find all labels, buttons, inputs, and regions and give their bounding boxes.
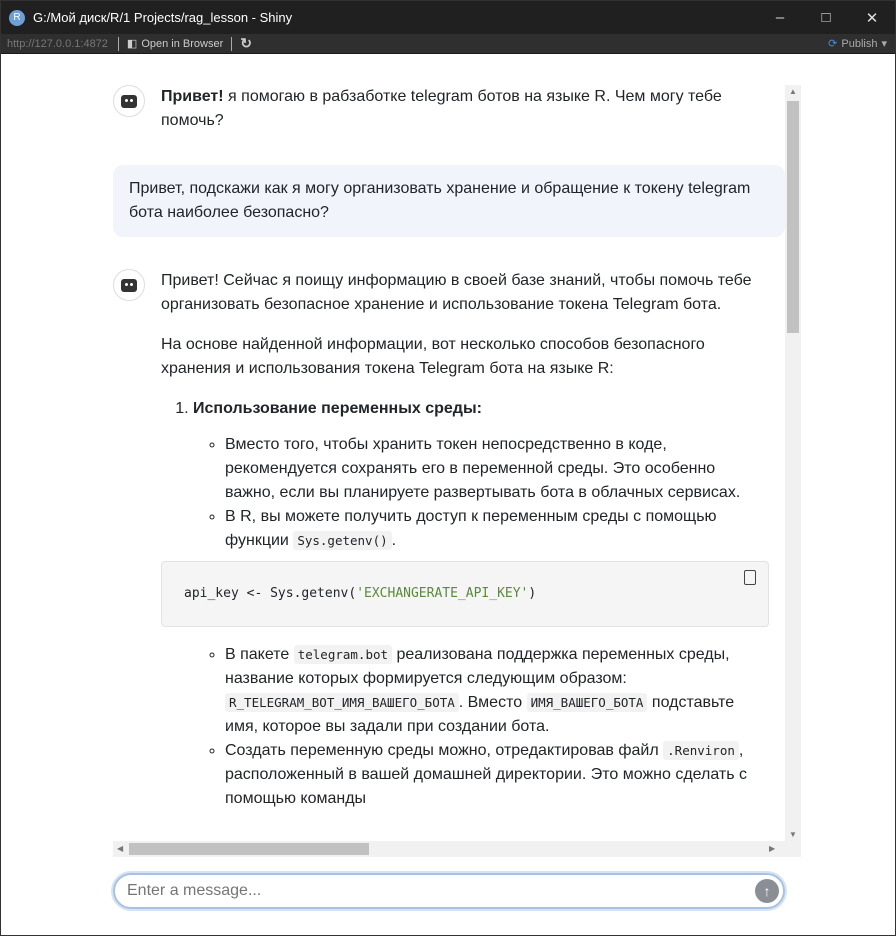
- message-paragraph: Привет! Сейчас я поищу информацию в своей базе знаний, чтобы помочь тебе организовать безопасное хранение и использование токена Telegram бота.: [161, 272, 752, 313]
- code-text: api_key <- Sys.getenv(: [184, 586, 357, 601]
- numbered-list: [161, 397, 769, 811]
- text: Создать переменную среды можно, отредактировав файл: [225, 742, 664, 759]
- bullet-list: [193, 433, 769, 553]
- inline-code: Sys.getenv(): [293, 531, 391, 550]
- viewer-toolbar: [1, 34, 895, 54]
- close-icon[interactable]: ✕: [865, 9, 879, 27]
- divider: [118, 37, 119, 51]
- text: реализована поддержка переменных среды, название которых формируется следующим образом:: [225, 646, 730, 687]
- assistant-message: [113, 269, 785, 811]
- open-in-browser-label: Open in Browser: [141, 37, 224, 50]
- minimize-icon[interactable]: –: [775, 8, 785, 26]
- list-item: [225, 505, 769, 553]
- scroll-thumb[interactable]: [129, 843, 369, 855]
- assistant-message: [113, 85, 785, 133]
- inline-code: ИМЯ_ВАШЕГО_БОТА: [527, 693, 648, 712]
- divider: [231, 37, 232, 51]
- code-block: [161, 561, 769, 627]
- browser-icon: ◧: [126, 38, 138, 50]
- bullet-list: [193, 643, 769, 811]
- scroll-thumb[interactable]: [787, 101, 799, 333]
- code-text: ): [528, 586, 537, 601]
- message-paragraph: На основе найденной информации, вот несколько способов безопасного хранения и использования токена Telegram бота на языке R:: [161, 336, 705, 377]
- url-label: http://127.0.0.1:4872: [7, 37, 108, 50]
- copy-icon[interactable]: [744, 570, 756, 585]
- text: В пакете: [225, 646, 294, 663]
- send-button[interactable]: [755, 879, 779, 903]
- inline-code: R_TELEGRAM_BOT_ИМЯ_ВАШЕГО_БОТА: [225, 693, 459, 712]
- bot-avatar-icon: [113, 269, 145, 301]
- window-titlebar: [1, 1, 895, 34]
- r-logo-icon: R: [9, 10, 25, 26]
- vertical-scrollbar[interactable]: ▲ ▼: [785, 85, 801, 841]
- horizontal-scrollbar[interactable]: ◀ ▶: [113, 841, 801, 857]
- message-text: я помогаю в рабзаботке telegram ботов на языке R. Чем могу тебе помочь?: [161, 88, 722, 129]
- publish-label: Publish: [841, 37, 878, 50]
- maximize-icon[interactable]: □: [821, 8, 831, 26]
- text: . Вместо: [458, 694, 527, 711]
- open-in-browser-button[interactable]: [123, 37, 227, 50]
- user-message: Привет, подскажи как я могу организовать хранение и обращение к токену telegram бота наиболее безопасно?: [113, 165, 785, 237]
- inline-code: telegram.bot: [294, 645, 392, 664]
- text: .: [391, 532, 397, 549]
- inline-code: .Renviron: [663, 741, 739, 760]
- list-heading: Использование переменных среды:: [193, 400, 482, 417]
- bot-avatar-icon: [113, 85, 145, 117]
- refresh-button[interactable]: ↻: [240, 35, 252, 51]
- chevron-down-icon: ▾: [881, 38, 887, 50]
- publish-icon: ⟳: [828, 38, 838, 50]
- publish-button[interactable]: [828, 37, 895, 50]
- list-item: ◦ Вместо того, чтобы хранить токен непосредственно в коде, рекомендуется сохранять его в переменной среды. Это особенно важно, если вы планируете развертывать бота в облачных сервисах.: [225, 433, 769, 505]
- message-input[interactable]: [127, 882, 755, 900]
- message-input-container: [113, 873, 785, 909]
- list-item: [225, 643, 769, 739]
- code-string: 'EXCHANGERATE_API_KEY': [356, 586, 529, 601]
- greeting-bold: Привет!: [161, 88, 224, 105]
- arrow-up-icon: ↑: [763, 883, 771, 899]
- list-item: [225, 739, 769, 811]
- chat-messages: [113, 85, 785, 841]
- list-item: [184, 397, 769, 811]
- text: , расположенный в вашей домашней директории. Это можно сделать с помощью команды: [225, 742, 748, 807]
- text: подставьте имя, которое вы задали при создании бота.: [225, 694, 735, 735]
- text: В R, вы можете получить доступ к переменным среды с помощью функции: [225, 508, 717, 549]
- window-title: G:/Мой диск/R/1 Projects/rag_lesson - Shiny: [33, 10, 293, 25]
